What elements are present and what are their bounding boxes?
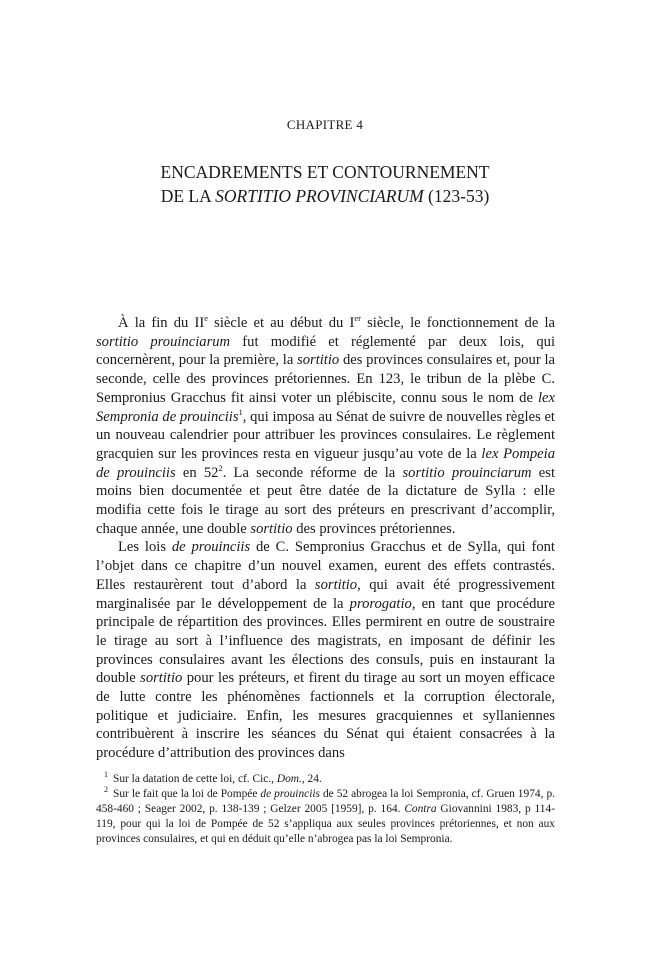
title-suffix: (123-53) (423, 186, 490, 206)
text-run: des provinces consulaires et, pour la seconde, celle des provinces prétoriennes. En 123, le tribun de la plèbe C. Sempronius Gracchus fit ainsi voter un plébiscite, connu sous le nom de (96, 352, 555, 406)
text-run: de 52 abrogea la loi Sempronia, cf. Gruen 1974, p. 458-460 ; Seager 2002, p. 138-139 ; Gelzer 2005 [1959], p. 164. (96, 787, 555, 815)
chapter-title (0, 160, 650, 208)
text-run: , qui imposa au Sénat de suivre de nouvelles règles et un nouveau calendrier pour attribuer les provinces consulaires. Le règlement gracquien sur les provinces resta en vigueur jusqu’au vote de la (96, 408, 555, 462)
italic-run: Contra (404, 802, 437, 815)
footnote-ref-1[interactable]: 1 (238, 406, 243, 417)
italic-run: sortitio (297, 352, 340, 369)
footnote-ref-2[interactable]: 2 (218, 462, 223, 473)
footnote-number: 2 (104, 785, 108, 795)
title-italic: SORTITIO PROVINCIARUM (215, 186, 424, 206)
body-text (96, 314, 555, 763)
text-run: siècle et au début du I (208, 315, 355, 331)
text-run: est moins bien documentée et peut être datée de la dictature de Sylla : elle modifia cette fois le tirage au sort des préteurs en prescrivant d’accomplir, chaque année, une double (96, 464, 555, 537)
italic-run: prorogatio (349, 595, 412, 612)
text-run: À la fin du II (118, 315, 205, 331)
text-run: Les lois (118, 539, 172, 556)
paragraph-2 (96, 538, 555, 762)
italic-run: lex Sempronia de prouinciis (96, 389, 555, 425)
text-run: des provinces prétoriennes. (292, 520, 456, 537)
text-run: siècle, le fonctionnement de la (360, 315, 555, 331)
text-run: fut modifié et réglementé par deux lois, qui concernèrent, pour la première, la (96, 333, 555, 369)
text-run: Sur le fait que la loi de Pompée (113, 787, 261, 800)
italic-run: sortitio prouinciarum (96, 333, 231, 350)
paragraph-1 (96, 314, 555, 538)
text-run: , en tant que procédure principale de répartition des provinces. Elles permirent en outre de soustraire le tirage au sort à l’influence des magistrats, en imposant de définir les provinces consulaires avant les élections des consuls, puis en instaurant la double (96, 595, 556, 687)
italic-run: sortitio prouinciarum (402, 464, 532, 481)
text-run: en 52 (175, 464, 219, 481)
text-run: Sur la datation de cette loi, cf. Cic., (113, 773, 277, 785)
text-run: . La seconde réforme de la (222, 464, 403, 481)
italic-run: sortitio (314, 576, 358, 593)
italic-run: de prouinciis (260, 787, 320, 800)
footnotes (96, 772, 555, 847)
italic-run: lex Pompeia de prouinciis (96, 445, 555, 481)
title-prefix: DE LA (160, 186, 216, 206)
footnote-number: 1 (104, 770, 108, 780)
text-run: Giovannini 1983, p 114-119, pour qui la loi de Pompée de 52 s’appliqua aux seules provinces prétoriennes, et non aux provinces consulaires, et qui en déduit qu’elle n’abrogea pas la loi Sempronia. (96, 802, 555, 845)
chapter-title-line-2 (0, 184, 650, 208)
superscript: e (204, 313, 208, 324)
text-run: , qui avait été progressivement marginalisée par le développement de la (96, 576, 556, 612)
footnote-2 (96, 787, 555, 847)
text-run: de C. Sempronius Gracchus et de Sylla, qui font l’objet dans ce chapitre d’un nouvel examen, eurent des effets contrastés. Elles restaurèrent tout d’abord la (96, 539, 555, 593)
italic-run: de prouinciis (171, 539, 251, 556)
chapter-label: CHAPITRE 4 (286, 117, 364, 132)
text-run: , 24. (301, 773, 322, 785)
text-run: pour les préteurs, et firent du tirage au sort un moyen efficace de lutte contre les phénomènes factionnels et la corruption électorale, politique et judiciaire. Enfin, les mesures gracquiennes et syllaniennes contribuèrent à inscrire les séances du Sénat qui étaient consacrées à la procédure d’attribution des provinces dans (96, 670, 555, 762)
italic-run: Dom. (276, 773, 302, 785)
chapter-title-line-1: ENCADREMENTS ET CONTOURNEMENT (160, 162, 490, 182)
footnote-1 (96, 772, 555, 787)
italic-run: sortitio (140, 670, 183, 687)
italic-run: sortitio (250, 520, 293, 537)
superscript: er (354, 313, 361, 324)
